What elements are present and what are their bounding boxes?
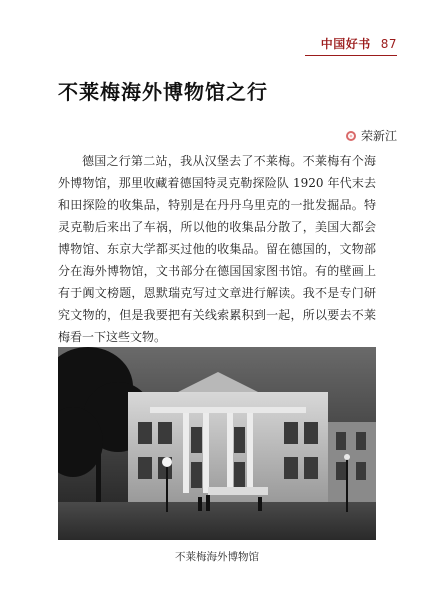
article-title: 不莱梅海外博物馆之行: [58, 80, 268, 104]
flower-bullet-icon: [346, 131, 356, 141]
paragraph-1: 德国之行第二站，我从汉堡去了不莱梅。不莱梅有个海外博物馆，那里收藏着德国特灵克勒探险队 1920 年代末去和田探险的收集品，特别是在丹丹乌里克的一批发掘品。特灵克勒后来出了车祸，所以他的收集品分散了，美国大都会博物馆、东京大学都买过他的收集品。留在德国的，文物部分在海外博物馆，文书部分在德国国家图书馆。有的壁画上有于阗文榜题，恩默瑞克写过文章进行解读。我不是专门研究文物的，但是我要把有关线索累积到一起，所以要去不莱梅看一下这些文物。: [58, 154, 376, 344]
museum-photo-illustration: [58, 347, 376, 540]
figure-caption: 不莱梅海外博物馆: [175, 551, 259, 563]
running-header-section: 中国好书: [320, 37, 371, 51]
running-header: [321, 35, 397, 52]
museum-photo: [58, 347, 376, 540]
author-byline: [346, 127, 397, 144]
header-rule: [305, 55, 397, 56]
page-number: 87: [380, 37, 397, 51]
author-name: 荣新江: [360, 129, 397, 143]
